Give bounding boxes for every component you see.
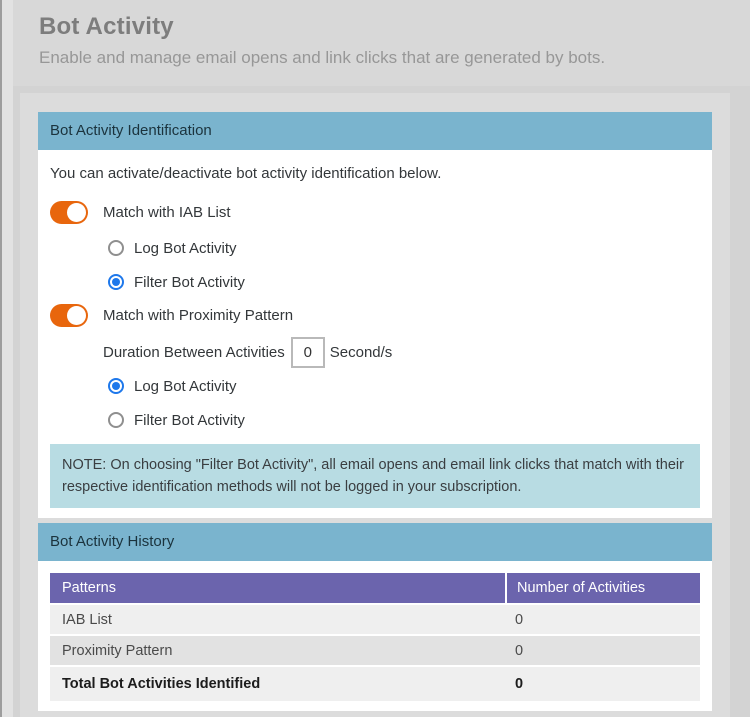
duration-unit-label: Second/s: [329, 344, 393, 361]
page-title: Bot Activity: [39, 13, 174, 40]
identification-intro: You can activate/deactivate bot activity identification below.: [50, 165, 442, 182]
iab-list-toggle-label: Match with IAB List: [103, 204, 231, 221]
note-box: NOTE: On choosing "Filter Bot Activity", all email opens and email link clicks that match with their respective identification methods will not be logged in your subscription.: [50, 444, 700, 508]
content-panel: [20, 93, 730, 717]
total-label-cell: Total Bot Activities Identified: [62, 676, 261, 692]
iab-filter-radio[interactable]: [108, 274, 124, 290]
history-table: [50, 573, 700, 701]
iab-log-radio[interactable]: [108, 240, 124, 256]
duration-row: [103, 337, 700, 368]
radio-dot-icon: [112, 382, 120, 390]
proximity-filter-radio-row: [108, 410, 700, 430]
table-row-iab-list: [50, 605, 700, 634]
count-cell: 0: [515, 642, 524, 659]
iab-log-radio-label[interactable]: Log Bot Activity: [134, 239, 237, 257]
proximity-log-radio-label[interactable]: Log Bot Activity: [134, 377, 237, 395]
iab-list-toggle-row: [50, 201, 700, 224]
total-count-cell: 0: [515, 676, 524, 692]
column-header-patterns: Patterns: [62, 580, 116, 596]
table-header-row: [50, 573, 700, 603]
duration-label: Duration Between Activities: [103, 344, 285, 361]
table-row-proximity-pattern: [50, 636, 700, 665]
proximity-log-radio[interactable]: [108, 378, 124, 394]
identification-body: [38, 150, 712, 518]
proximity-filter-radio[interactable]: [108, 412, 124, 428]
page-header: [13, 0, 750, 86]
section-header-history: Bot Activity History: [38, 523, 712, 561]
section-header-identification: Bot Activity Identification: [38, 112, 712, 150]
iab-filter-radio-row: [108, 272, 700, 292]
toggle-knob: [67, 306, 86, 325]
bot-activity-history-card: [38, 523, 712, 711]
proximity-toggle-row: [50, 304, 700, 327]
count-cell: 0: [515, 611, 524, 628]
page-subtitle: Enable and manage email opens and link clicks that are generated by bots.: [39, 48, 606, 67]
bot-activity-identification-card: [38, 112, 712, 518]
proximity-filter-radio-label[interactable]: Filter Bot Activity: [134, 411, 245, 429]
duration-input[interactable]: [291, 337, 325, 368]
proximity-toggle-label: Match with Proximity Pattern: [103, 307, 294, 324]
pattern-cell: Proximity Pattern: [62, 642, 173, 659]
page-left-gutter: [2, 0, 13, 717]
iab-log-radio-row: [108, 238, 700, 258]
proximity-log-radio-row: [108, 376, 700, 396]
proximity-toggle[interactable]: [50, 304, 88, 327]
pattern-cell: IAB List: [62, 611, 112, 628]
column-header-number-of-activities: Number of Activities: [505, 573, 700, 603]
table-row-total: [50, 667, 700, 701]
iab-list-toggle[interactable]: [50, 201, 88, 224]
toggle-knob: [67, 203, 86, 222]
history-body: [38, 561, 712, 711]
iab-filter-radio-label[interactable]: Filter Bot Activity: [134, 273, 245, 291]
radio-dot-icon: [112, 278, 120, 286]
